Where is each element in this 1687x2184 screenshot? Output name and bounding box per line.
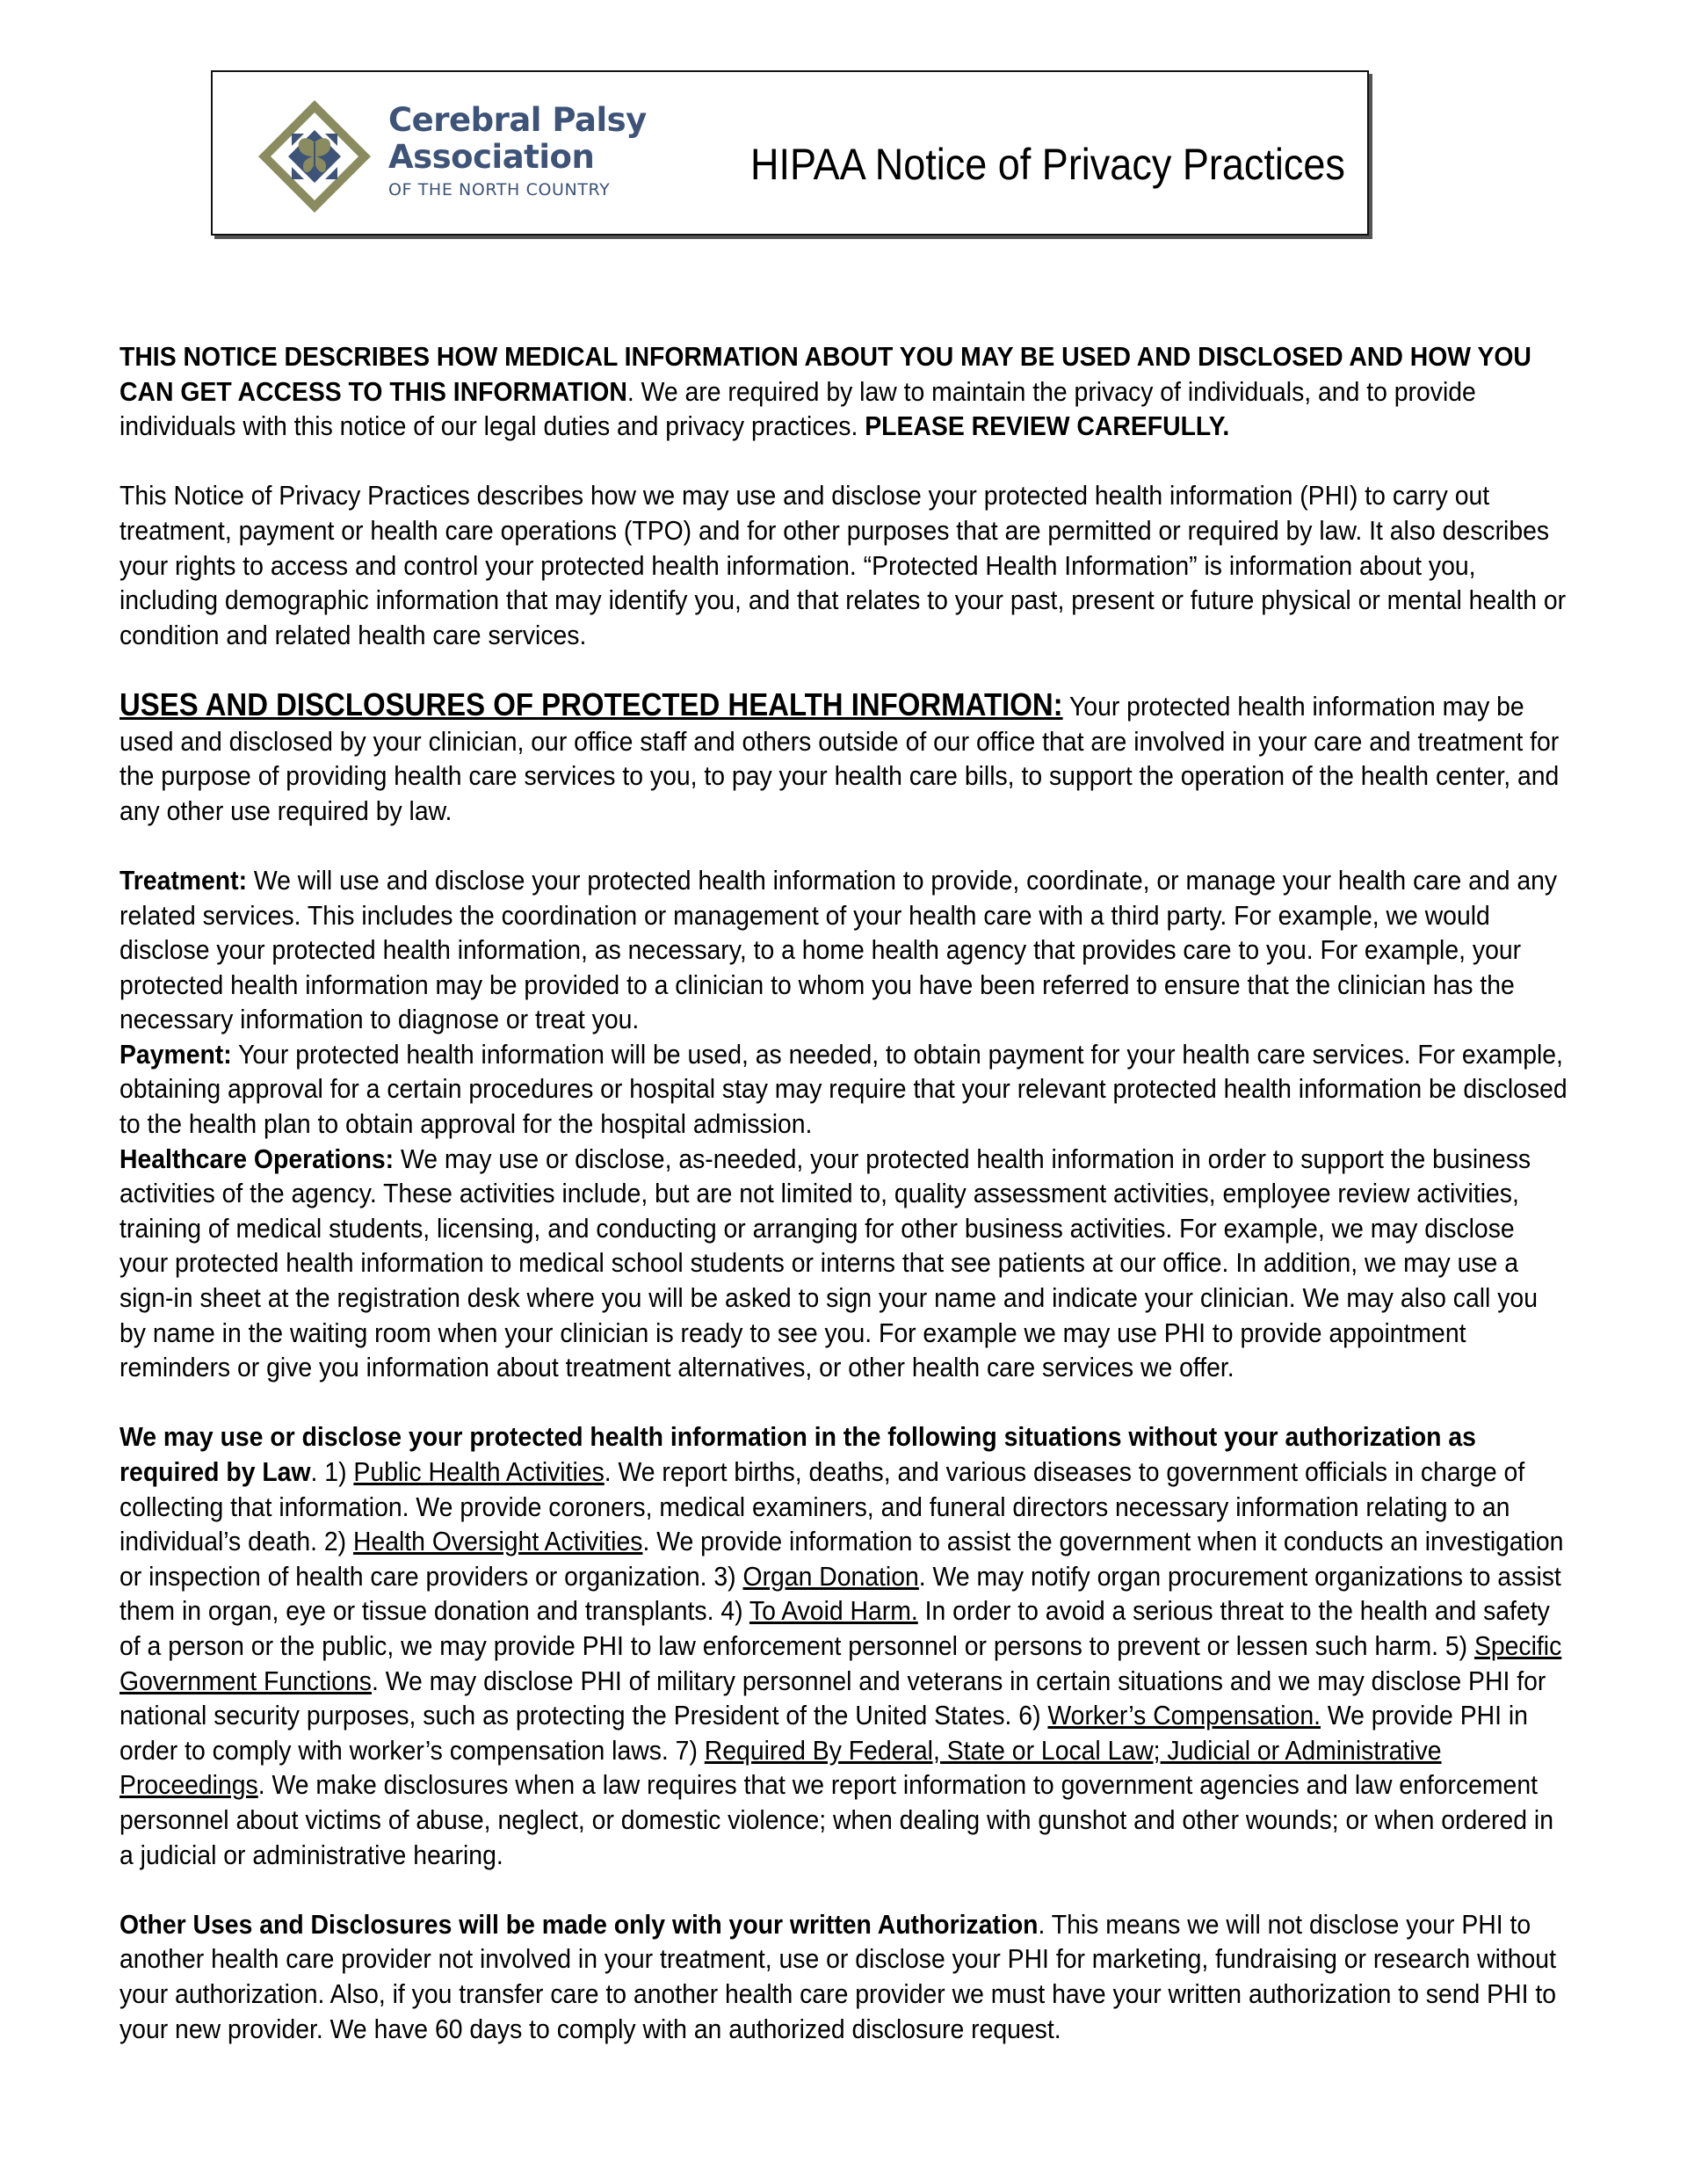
intro-text: . We are required by law to maintain the privacy of individuals, and to provide individuals with this notice of our legal duties and privacy practices. (119, 375, 1476, 442)
payment-paragraph (119, 1037, 1568, 1142)
without-auth-text-5: . We may disclose PHI of military personnel and veterans in certain situations and we may disclose PHI for national security purposes, such as protecting the President of the United States. 6) (119, 1665, 1546, 1731)
logo-line-1: Cerebral Palsy (388, 101, 647, 139)
other-uses-text: . This means we will not disclose your PHI to another health care provider not involved in your treatment, use or disclose your PHI for marketing, fundraising or research without your authorization. Also, if you transfer care to another health care provider we must have your written authorization to send PHI to your new provider. We have 60 days to comply with an authorized disclosure request. (119, 1908, 1557, 2044)
logo-line-3: OF THE NORTH COUNTRY (388, 180, 611, 200)
description-paragraph: This Notice of Privacy Practices describes how we may use and disclose your protected health information (PHI) to carry out treatment, payment or health care operations (TPO) and for other purposes that are permitted or required by law. It also describes your rights to access and control your protected health information. “Protected Health Information” is information about you, including demographic information that may identify you, and that relates to your past, present or future physical or mental health or condition and related health care services. (119, 480, 1567, 650)
operations-label: Healthcare Operations: (119, 1143, 395, 1174)
uses-text: Your protected health information may be used and disclosed by your clinician, our office staff and others outside of our office that are involved in your care and treatment for the purpose of providing health care services to you, to pay your health care bills, to support the operation of the health center, and any other use required by law. (119, 690, 1560, 826)
intro-paragraph (119, 339, 1568, 444)
uses-paragraph (119, 687, 1568, 828)
page-title: HIPAA Notice of Privacy Practices (750, 140, 1345, 189)
without-auth-text-3: . We may notify organ procurement organizations to assist them in organ, eye or tissue donation and transplants. 4) (119, 1560, 1561, 1627)
notice-body (119, 339, 1568, 2046)
operations-paragraph (119, 1142, 1568, 1385)
without-auth-text-2: . We provide information to assist the government when it conducts an investigation or inspection of health care providers or organization. 3) (119, 1526, 1564, 1592)
without-auth-text-0: . 1) (310, 1456, 354, 1487)
without-auth-text-1: . We report births, deaths, and various diseases to government officials in charge of collecting that information. We provide coroners, medical examiners, and funeral directors necessary information relating to an individual’s death. 2) (119, 1456, 1525, 1557)
header-box (211, 70, 1369, 236)
to-avoid-harm: To Avoid Harm. (749, 1595, 918, 1627)
uses-heading: USES AND DISCLOSURES OF PROTECTED HEALTH INFORMATION: (119, 686, 1063, 722)
organ-donation: Organ Donation (742, 1560, 919, 1592)
intro-bold-lead: THIS NOTICE DESCRIBES HOW MEDICAL INFORMATION ABOUT YOU MAY BE USED AND DISCLOSED AND HOW YOU CAN GET ACCESS TO THIS INFORMATION (119, 341, 1531, 407)
without-auth-text-7: . We make disclosures when a law requires that we report information to government agencies and law enforcement personnel about victims of abuse, neglect, or domestic violence; when dealing with gunshot and other wounds; or when ordered in a judicial or administrative hearing. (119, 1769, 1553, 1870)
intro-bold-tail: PLEASE REVIEW CAREFULLY. (865, 410, 1230, 442)
operations-text: We may use or disclose, as-needed, your protected health information in order to support the business activities of the agency. These activities include, but are not limited to, quality assessment activities, employee review activities, training of medical students, licensing, and conducting or arranging for other business activities. For example, we may disclose your protected health information to medical school students or interns that see patients at our office. In addition, we may use a sign-in sheet at the registration desk where you will be asked to sign your name and indicate your clinician. We may also call you by name in the waiting room when your clinician is ready to see you. For example we may use PHI to provide appointment reminders or give you information about treatment alternatives, or other health care services we offer. (119, 1143, 1538, 1383)
without-auth-text-4: In order to avoid a serious threat to the health and safety of a person or the public, we may provide PHI to law enforcement personnel or persons to prevent or lessen such harm. 5) (119, 1595, 1550, 1661)
payment-text: Your protected health information will be used, as needed, to obtain payment for your health care services. For example, obtaining approval for a certain procedures or hospital stay may require that your relevant protected health information be disclosed to the health plan to obtain approval for the hospital admission. (119, 1038, 1568, 1140)
payment-label: Payment: (119, 1038, 232, 1070)
other-uses-paragraph (119, 1907, 1568, 2046)
logo-line-2: Association (388, 138, 595, 176)
required-by-law: Required By Federal, State or Local Law; Judicial or Administrative Proceedings (119, 1734, 1442, 1801)
public-health-activities: Public Health Activities (353, 1456, 605, 1487)
specific-government-functions: Specific Government Functions (119, 1629, 1562, 1696)
treatment-text: We will use and disclose your protected health information to provide, coordinate, or manage your health care and any related services. This includes the coordination or management of your health care with a third party. For example, we would disclose your protected health information, as necessary, to a home health agency that provides care to you. For example, your protected health information may be provided to a clinician to whom you have been referred to ensure that the clinician has the necessary information to diagnose or treat you. (119, 864, 1558, 1035)
without-auth-text-6: We provide PHI in order to comply with worker’s compensation laws. 7) (119, 1700, 1528, 1766)
treatment-paragraph (119, 863, 1568, 1037)
organization-logo (257, 98, 661, 213)
without-auth-lead: We may use or disclose your protected health information in the following situations without your authorization as required by Law (119, 1421, 1476, 1487)
workers-compensation: Worker’s Compensation. (1047, 1700, 1321, 1731)
health-oversight-activities: Health Oversight Activities (352, 1526, 643, 1557)
other-uses-lead: Other Uses and Disclosures will be made only with your written Authorization (119, 1908, 1039, 1940)
treatment-label: Treatment: (119, 864, 248, 896)
butterfly-diamond-icon (257, 98, 373, 214)
without-authorization-paragraph (119, 1419, 1568, 1872)
